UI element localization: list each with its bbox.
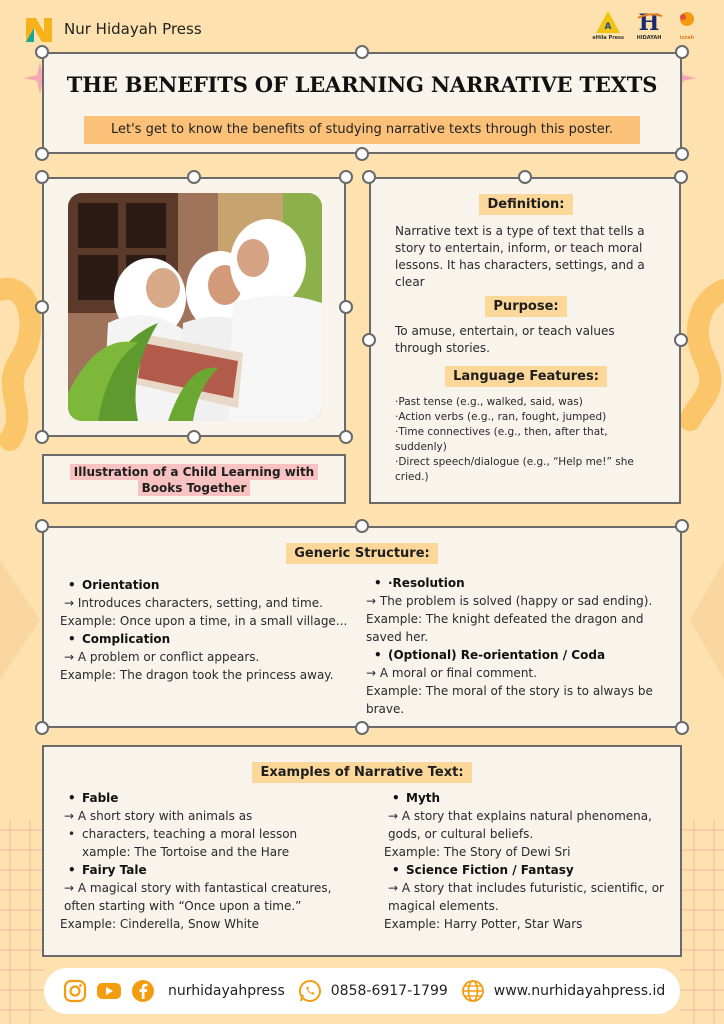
- myth-title: • Myth: [384, 789, 666, 807]
- svg-text:A: A: [604, 22, 612, 32]
- subtitle-banner: Let's get to know the benefits of studying narrative texts through this poster.: [84, 116, 640, 144]
- children-reading-photo: [68, 193, 322, 421]
- fable-example: xample: The Tortoise and the Hare: [82, 845, 290, 859]
- frame-handle[interactable]: [675, 519, 689, 533]
- resolution-title: • ·Resolution: [366, 574, 666, 592]
- frame-handle[interactable]: [675, 147, 689, 161]
- info-frame: [369, 177, 681, 504]
- language-feature-item: ·Past tense (e.g., walked, said, was): [395, 396, 583, 408]
- reorientation-desc: → A moral or final comment.: [366, 666, 537, 680]
- frame-handle[interactable]: [339, 170, 353, 184]
- caption-frame: [42, 454, 346, 504]
- examples-frame: [42, 745, 682, 957]
- language-feature-item: ·Time connectives (e.g., then, after that, suddenly): [395, 426, 608, 453]
- complication-title: • Complication: [60, 630, 360, 648]
- website-link[interactable]: www.nurhidayahpress.id: [493, 983, 666, 999]
- phone-number[interactable]: 0858-6917-1799: [330, 983, 448, 999]
- frame-handle[interactable]: [355, 147, 369, 161]
- generic-structure-frame: [42, 526, 682, 728]
- reorientation-title: • (Optional) Re-orientation / Coda: [366, 646, 666, 664]
- brand: [24, 14, 202, 44]
- ehila-press-logo-icon: A eHila Press: [592, 10, 624, 41]
- footer-bar: [44, 968, 680, 1014]
- title-frame: [42, 52, 682, 154]
- examples-heading: Examples of Narrative Text:: [252, 762, 471, 783]
- scifi-example: Example: Harry Potter, Star Wars: [384, 917, 583, 931]
- frame-handle[interactable]: [362, 333, 376, 347]
- frame-handle[interactable]: [355, 721, 369, 735]
- scifi-desc: → A story that includes futuristic, scientific, or magical elements.: [388, 881, 664, 913]
- scifi-title: • Science Fiction / Fantasy: [384, 861, 666, 879]
- page-title: THE BENEFITS OF LEARNING NARRATIVE TEXTS: [66, 72, 658, 97]
- reorientation-example: Example: The moral of the story is to always be brave.: [366, 684, 653, 716]
- illustration-caption: Illustration of a Child Learning with Books Together: [62, 464, 326, 496]
- frame-handle[interactable]: [35, 721, 49, 735]
- complication-desc: → A problem or conflict appears.: [64, 650, 260, 664]
- fairy-tale-example: Example: Cinderella, Snow White: [60, 917, 260, 931]
- frame-handle[interactable]: [674, 170, 688, 184]
- frame-handle[interactable]: [362, 170, 376, 184]
- generic-structure-heading: Generic Structure:: [286, 543, 438, 564]
- fairy-tale-title: • Fairy Tale: [60, 861, 350, 879]
- frame-handle[interactable]: [35, 45, 49, 59]
- examples-right-column: [384, 789, 666, 933]
- social-handle[interactable]: nurhidayahpress: [168, 983, 285, 999]
- facebook-icon[interactable]: [130, 978, 156, 1004]
- frame-handle[interactable]: [675, 721, 689, 735]
- frame-handle[interactable]: [355, 45, 369, 59]
- frame-handle[interactable]: [339, 430, 353, 444]
- globe-icon[interactable]: [460, 978, 486, 1004]
- myth-example: Example: The Story of Dewi Sri: [384, 845, 571, 859]
- orientation-title: • Orientation: [60, 576, 360, 594]
- youtube-icon[interactable]: [96, 978, 122, 1004]
- structure-right-column: [366, 574, 666, 718]
- frame-handle[interactable]: [35, 300, 49, 314]
- resolution-desc: → The problem is solved (happy or sad ending).: [366, 594, 653, 608]
- fairy-tale-desc: → A magical story with fantastical creatures, often starting with “Once upon a time.”: [64, 881, 332, 913]
- orientation-example: Example: Once upon a time, in a small village...: [60, 614, 348, 628]
- definition-text: Narrative text is a type of text that tells a story to entertain, inform, or teach moral lessons. It has characters, settings, and a clear: [395, 224, 645, 289]
- purpose-heading: Purpose:: [485, 296, 566, 317]
- hidayah-press-logo-icon: H HIDAYAH: [636, 10, 662, 41]
- izzah-logo-icon: izzah: [674, 10, 700, 41]
- frame-handle[interactable]: [339, 300, 353, 314]
- definition-heading: Definition:: [479, 194, 572, 215]
- language-features-heading: Language Features:: [445, 366, 607, 387]
- frame-handle[interactable]: [35, 519, 49, 533]
- partner-logos: [592, 10, 700, 41]
- illustration-frame: [42, 177, 346, 437]
- frame-handle[interactable]: [675, 45, 689, 59]
- examples-left-column: [60, 789, 350, 933]
- frame-handle[interactable]: [355, 519, 369, 533]
- instagram-icon[interactable]: [62, 978, 88, 1004]
- resolution-example: Example: The knight defeated the dragon and saved her.: [366, 612, 644, 644]
- frame-handle[interactable]: [674, 333, 688, 347]
- nur-hidayah-logo-icon: [24, 14, 54, 44]
- fable-desc: → A short story with animals as: [64, 809, 253, 823]
- complication-example: Example: The dragon took the princess away.: [60, 668, 334, 682]
- fable-desc-continued: • characters, teaching a moral lesson: [60, 825, 350, 843]
- structure-left-column: [60, 576, 360, 684]
- fable-title: • Fable: [60, 789, 350, 807]
- purpose-text: To amuse, entertain, or teach values through stories.: [395, 324, 615, 355]
- language-feature-item: ·Direct speech/dialogue (e.g., “Help me!” she cried.): [395, 456, 634, 483]
- frame-handle[interactable]: [35, 170, 49, 184]
- svg-text:H: H: [638, 10, 660, 34]
- frame-handle[interactable]: [518, 170, 532, 184]
- whatsapp-icon[interactable]: [297, 978, 323, 1004]
- language-feature-item: ·Action verbs (e.g., ran, fought, jumped): [395, 411, 607, 423]
- frame-handle[interactable]: [35, 430, 49, 444]
- frame-handle[interactable]: [187, 430, 201, 444]
- frame-handle[interactable]: [187, 170, 201, 184]
- orientation-desc: → Introduces characters, setting, and time.: [64, 596, 323, 610]
- frame-handle[interactable]: [35, 147, 49, 161]
- myth-desc: → A story that explains natural phenomena, gods, or cultural beliefs.: [388, 809, 652, 841]
- brand-name: Nur Hidayah Press: [64, 20, 202, 38]
